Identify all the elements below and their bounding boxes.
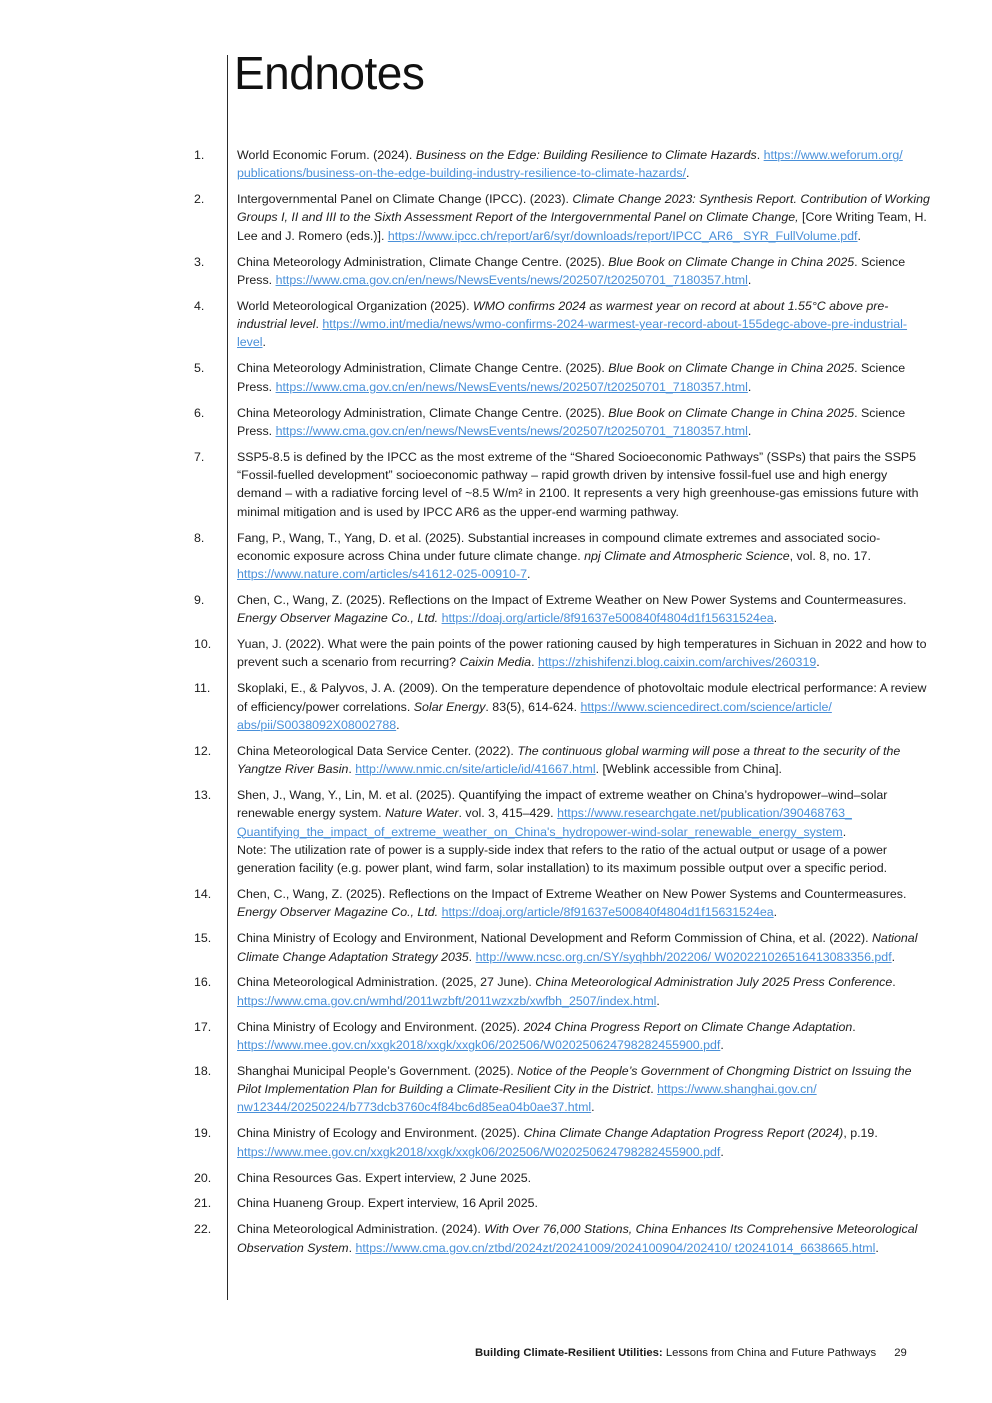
endnote-item bbox=[0, 297, 992, 352]
endnote-link[interactable]: https://www.cma.gov.cn/wmhd/2011wzbft/2011wzxzb/xwfbh_2507/index.html bbox=[237, 993, 657, 1008]
endnote-item bbox=[0, 529, 992, 584]
endnote-number: 1. bbox=[194, 148, 205, 162]
endnote-number: 11. bbox=[194, 681, 211, 696]
endnote-link[interactable]: https://www.shanghai.gov.cn/ nw12344/20250224/b773dcb3760c4f84bc6d85ea04b0ae37.html bbox=[237, 1082, 817, 1115]
endnote-text bbox=[237, 1220, 930, 1257]
endnote-number: 10. bbox=[194, 637, 212, 652]
endnote-link[interactable]: http://www.ncsc.org.cn/SY/syqhbh/202206/ W020221026516413083356.pdf bbox=[475, 949, 892, 964]
endnote-text bbox=[237, 253, 930, 290]
endnote-text-run: Chen, C., Wang, Z. (2025). Reflections on the Impact of Extreme Weather on New Power Systems and Countermeasures. bbox=[237, 592, 907, 607]
endnote-link[interactable]: https://www.mee.gov.cn/xxgk2018/xxgk/xxgk06/202506/W020250624798282455900.pdf bbox=[237, 1144, 721, 1159]
endnote-italic-title: Energy Observer Magazine Co., Ltd. bbox=[237, 905, 439, 920]
page-title: Endnotes bbox=[234, 47, 425, 99]
endnote-text-run: . Science Press. bbox=[237, 405, 906, 438]
endnote-link[interactable]: https://www.weforum.org/ publications/business-on-the-edge-building-industry-resilience-to-climate-hazards/ bbox=[237, 148, 903, 181]
page-number: 29 bbox=[894, 1347, 907, 1359]
endnote-text-run: Fang, P., Wang, T., Yang, D. et al. (2025). Substantial increases in compound climate extremes and associated socio-economic exposure across China under future climate change. bbox=[237, 530, 881, 563]
endnote-text-run: . bbox=[852, 1019, 856, 1034]
endnote-item bbox=[0, 190, 992, 245]
endnote-italic-title: Solar Energy bbox=[413, 699, 486, 714]
endnote-link[interactable]: https://www.cma.gov.cn/en/news/NewsEvents/news/202507/t20250701_7180357.html bbox=[275, 379, 748, 394]
endnote-text bbox=[237, 1124, 930, 1161]
endnote-link[interactable]: https://www.researchgate.net/publication/390468763_ Quantifying_the_impact_of_extreme_weather_on_China's_hydropower-wind-solar_renewable_energy_system bbox=[237, 806, 852, 839]
endnote-text-run: . [Weblink accessible from China]. bbox=[595, 762, 782, 777]
endnote-text-run: . bbox=[747, 379, 752, 394]
endnote-number: 19. bbox=[194, 1126, 212, 1141]
endnote-text-run: China Meteorology Administration, Climate Change Centre. (2025). bbox=[237, 405, 609, 420]
endnote-text bbox=[237, 1194, 930, 1212]
endnote-item bbox=[0, 973, 992, 1010]
endnote-item bbox=[0, 404, 992, 441]
endnote-text-run: Yuan, J. (2022). What were the pain points of the power rationing caused by high temperatures in Sichuan in 2022 and how to prevent such a scenario from recurring? bbox=[237, 637, 927, 670]
endnote-text-run: . vol. 3, 415–429. bbox=[458, 806, 558, 821]
endnote-text-run: World Economic Forum. (2024). bbox=[237, 148, 416, 162]
endnote-text bbox=[237, 929, 930, 966]
footer-title-bold: Building Climate-Resilient Utilities: bbox=[475, 1347, 663, 1359]
endnote-text-run: China Huaneng Group. Expert interview, 16 April 2025. bbox=[237, 1196, 538, 1211]
endnote-italic-title: Blue Book on Climate Change in China 2025 bbox=[608, 361, 855, 376]
endnote-item bbox=[0, 1220, 992, 1257]
endnote-text bbox=[237, 529, 930, 584]
endnote-text-run: . bbox=[747, 423, 752, 438]
endnote-number: 5. bbox=[194, 361, 205, 376]
endnote-number: 8. bbox=[194, 530, 205, 545]
endnote-text bbox=[237, 742, 930, 779]
endnote-text-run: . bbox=[315, 317, 323, 332]
endnote-text-run: [Core Writing Team, H. Lee and J. Romero (eds.)]. bbox=[237, 210, 927, 243]
endnote-text-run: . bbox=[892, 975, 896, 990]
endnote-text-run: China Ministry of Ecology and Environment, National Development and Reform Commission of China, et al. (2022). bbox=[237, 931, 872, 946]
endnote-text bbox=[237, 448, 930, 521]
endnote-text-run: . bbox=[656, 993, 660, 1008]
endnote-item bbox=[0, 591, 992, 628]
endnote-number: 20. bbox=[194, 1170, 212, 1185]
endnote-text-run: . bbox=[747, 272, 752, 287]
endnote-text-run: . bbox=[842, 824, 847, 839]
endnote-text-run: . bbox=[591, 1100, 595, 1115]
endnote-text-run: Shanghai Municipal People’s Government. (2025). bbox=[237, 1063, 518, 1078]
endnote-text bbox=[237, 591, 930, 628]
endnotes-list bbox=[0, 146, 992, 1265]
endnote-text-run: . bbox=[816, 655, 820, 670]
endnote-text-run: China Meteorology Administration, Climate Change Centre. (2025). bbox=[237, 254, 609, 269]
endnote-text-run: . Science Press. bbox=[237, 254, 906, 287]
endnote-number: 3. bbox=[194, 254, 205, 269]
endnote-text-run: SSP5-8.5 is defined by the IPCC as the most extreme of the “Shared Socioeconomic Pathways” (SSPs) that pairs the SSP5 “Fossil-fuelled development” socioeconomic pathway – rapid growth driven by intensive fossil-fuel use and high energy demand – with a radiative forcing level of ~8.5 W/m² in 2100. It represents a very high greenhouse-gas emissions future with minimal mitigation and is used by IPCC AR6 as the upper-end warming pathway. bbox=[237, 449, 919, 519]
endnote-link[interactable]: https://www.nature.com/articles/s41612-025-00910-7 bbox=[237, 567, 527, 582]
endnote-italic-title: China Meteorological Administration July 2025 Press Conference bbox=[535, 975, 893, 990]
endnote-italic-title: China Climate Change Adaptation Progress Report (2024) bbox=[523, 1126, 844, 1141]
endnote-text-run: Skoplaki, E., & Palyvos, J. A. (2009). On the temperature dependence of photovoltaic module electrical performance: A review of efficiency/power correlations. bbox=[237, 681, 927, 714]
endnote-italic-title: Climate Change 2023: Synthesis Report. Contribution of Working Groups I, II and III to the Sixth Assessment Report of the Intergovernmental Panel on Climate Change, bbox=[237, 192, 930, 225]
endnote-link[interactable]: https://www.cma.gov.cn/ztbd/2024zt/20241009/2024100904/202410/ t20241014_6638665.html bbox=[355, 1240, 876, 1255]
endnote-text-run: Chen, C., Wang, Z. (2025). Reflections on the Impact of Extreme Weather on New Power Systems and Countermeasures. bbox=[237, 887, 907, 902]
endnote-link[interactable]: https://www.cma.gov.cn/en/news/NewsEvents/news/202507/t20250701_7180357.html bbox=[275, 272, 748, 287]
endnote-item bbox=[0, 679, 992, 734]
endnote-number: 2. bbox=[194, 192, 205, 207]
endnote-text-run: Intergovernmental Panel on Climate Change (IPCC). (2023). bbox=[237, 192, 573, 207]
endnote-text bbox=[237, 359, 930, 396]
endnote-number: 15. bbox=[194, 931, 212, 946]
endnote-item bbox=[0, 1062, 992, 1117]
endnote-text bbox=[237, 973, 930, 1010]
endnote-text-run: . bbox=[262, 335, 266, 350]
endnote-italic-title: Blue Book on Climate Change in China 2025 bbox=[608, 405, 855, 420]
endnote-number: 14. bbox=[194, 887, 212, 902]
endnote-italic-title: Caixin Media bbox=[459, 655, 532, 670]
endnote-text-run: China Ministry of Ecology and Environment. (2025). bbox=[237, 1126, 524, 1141]
endnote-text-run: Shen, J., Wang, Y., Lin, M. et al. (2025). Quantifying the impact of extreme weather on China’s hydropower–wind–solar renewable energy system. bbox=[237, 788, 888, 821]
endnote-item bbox=[0, 253, 992, 290]
endnote-italic-title: Business on the Edge: Building Resilience to Climate Hazards bbox=[415, 148, 757, 162]
endnote-text-run: China Meteorological Data Service Center. (2022). bbox=[237, 743, 518, 758]
endnote-link[interactable]: https://zhishifenzi.blog.caixin.com/archives/260319 bbox=[537, 655, 817, 670]
endnote-link[interactable]: https://www.ipcc.ch/report/ar6/syr/downloads/report/IPCC_AR6_ SYR_FullVolume.pdf bbox=[387, 228, 858, 243]
endnote-text bbox=[237, 786, 930, 877]
endnote-number: 12. bbox=[194, 743, 212, 758]
endnote-link[interactable]: http://www.nmic.cn/site/article/id/41667.html bbox=[355, 762, 596, 777]
endnote-item bbox=[0, 146, 992, 183]
endnote-text-run: . bbox=[720, 1037, 724, 1052]
endnote-text bbox=[237, 146, 930, 183]
endnote-text-run: . bbox=[756, 148, 764, 162]
endnote-text-run: . bbox=[875, 1240, 879, 1255]
endnote-item bbox=[0, 1018, 992, 1055]
endnote-text-run: , p.19. bbox=[843, 1126, 878, 1141]
endnote-italic-title: npj Climate and Atmospheric Science bbox=[584, 548, 790, 563]
endnote-text bbox=[237, 679, 930, 734]
endnote-text-run: . 83(5), 614-624. bbox=[485, 699, 581, 714]
endnote-text-run: . bbox=[531, 655, 538, 670]
endnote-text-run: Note: The utilization rate of power is a supply-side index that refers to the ratio of the actual output or usage of a power generation facility (e.g. power plant, wind farm, solar installation) to its maximum possible output over a specific period. bbox=[237, 842, 888, 876]
endnote-link[interactable]: https://www.mee.gov.cn/xxgk2018/xxgk/xxgk06/202506/W020250624798282455900.pdf bbox=[237, 1037, 721, 1052]
endnote-text bbox=[237, 404, 930, 441]
endnote-item bbox=[0, 929, 992, 966]
footer-title-rest: Lessons from China and Future Pathways bbox=[662, 1347, 877, 1359]
endnote-number: 13. bbox=[194, 788, 212, 803]
endnote-number: 9. bbox=[194, 592, 205, 607]
endnote-text-run: . bbox=[348, 1240, 356, 1255]
endnote-text-run: . bbox=[773, 905, 778, 920]
endnote-number: 17. bbox=[194, 1019, 212, 1034]
endnote-italic-title: National Climate Change Adaptation Strategy 2035 bbox=[237, 931, 918, 964]
endnote-italic-title: With Over 76,000 Stations, China Enhances Its Comprehensive Meteorological Observation System bbox=[237, 1222, 918, 1255]
endnote-number: 16. bbox=[194, 975, 212, 990]
endnote-text-run: China Meteorological Administration. (2024). bbox=[237, 1222, 485, 1237]
endnote-text-run: . bbox=[468, 949, 476, 964]
endnote-text-run: China Meteorological Administration. (2025, 27 June). bbox=[237, 975, 536, 990]
endnote-italic-title: WMO confirms 2024 as warmest year on record at about 1.55°C above pre-industrial level bbox=[237, 298, 889, 332]
endnote-number: 7. bbox=[194, 449, 205, 464]
endnote-link[interactable]: https://doaj.org/article/8f91637e500840f4804d1f15631524ea bbox=[441, 611, 774, 626]
endnote-item bbox=[0, 786, 992, 877]
endnote-item bbox=[0, 448, 992, 521]
endnote-number: 6. bbox=[194, 405, 205, 420]
endnote-text-run: , vol. 8, no. 17. bbox=[789, 548, 871, 563]
endnote-text-run: China Meteorology Administration, Climate Change Centre. (2025). bbox=[237, 361, 609, 376]
endnote-item bbox=[0, 1194, 992, 1212]
endnote-text-run: . bbox=[720, 1144, 724, 1159]
endnote-text-run: China Ministry of Ecology and Environment. (2025). bbox=[237, 1019, 524, 1034]
endnote-text bbox=[237, 1062, 930, 1117]
endnote-italic-title: The continuous global warming will pose a threat to the security of the Yangtze River Basin bbox=[237, 743, 901, 777]
endnote-number: 21. bbox=[194, 1196, 212, 1211]
endnote-italic-title: Nature Water bbox=[385, 806, 459, 821]
endnote-item bbox=[0, 742, 992, 779]
endnote-item bbox=[0, 885, 992, 922]
endnote-text bbox=[237, 885, 930, 922]
endnote-text-run: . bbox=[857, 228, 861, 243]
page-footer bbox=[475, 1347, 907, 1359]
endnote-text-run: . bbox=[650, 1082, 658, 1097]
endnote-item bbox=[0, 359, 992, 396]
endnote-item bbox=[0, 635, 992, 672]
endnote-italic-title: Blue Book on Climate Change in China 2025 bbox=[608, 254, 855, 269]
endnote-text bbox=[237, 635, 930, 672]
endnote-text bbox=[237, 297, 930, 352]
endnote-text-run: China Resources Gas. Expert interview, 2 June 2025. bbox=[237, 1170, 532, 1185]
endnote-item bbox=[0, 1124, 992, 1161]
endnote-text-run: . bbox=[686, 166, 690, 181]
endnote-italic-title: Notice of the People’s Government of Chongming District on Issuing the Pilot Implementation Plan for Building a Climate-Resilient City in the District bbox=[237, 1063, 912, 1097]
endnote-text-run: . bbox=[396, 717, 400, 732]
endnote-text-run: . Science Press. bbox=[237, 361, 906, 394]
endnote-link[interactable]: https://wmo.int/media/news/wmo-confirms-2024-warmest-year-record-about-155degc-above-pre-industrial-level bbox=[237, 317, 908, 350]
endnote-italic-title: Energy Observer Magazine Co., Ltd. bbox=[237, 611, 439, 626]
endnote-text bbox=[237, 1169, 930, 1187]
endnote-item bbox=[0, 1169, 992, 1187]
endnote-number: 18. bbox=[194, 1063, 212, 1078]
endnote-text-run: World Meteorological Organization (2025). bbox=[237, 298, 473, 313]
endnote-link[interactable]: https://doaj.org/article/8f91637e500840f4804d1f15631524ea bbox=[441, 905, 774, 920]
endnote-link[interactable]: https://www.cma.gov.cn/en/news/NewsEvents/news/202507/t20250701_7180357.html bbox=[275, 423, 748, 438]
endnote-text-run: . bbox=[891, 949, 896, 964]
endnote-link[interactable]: https://www.sciencedirect.com/science/article/ abs/pii/S0038092X08002788 bbox=[237, 699, 832, 732]
endnote-text-run: . bbox=[526, 567, 531, 582]
endnote-text-run: . bbox=[348, 762, 356, 777]
endnote-number: 4. bbox=[194, 298, 205, 313]
endnote-number: 22. bbox=[194, 1222, 212, 1237]
endnote-italic-title: 2024 China Progress Report on Climate Change Adaptation bbox=[523, 1019, 853, 1034]
endnote-text-run: . bbox=[773, 611, 778, 626]
endnote-text bbox=[237, 1018, 930, 1055]
endnote-text bbox=[237, 190, 930, 245]
